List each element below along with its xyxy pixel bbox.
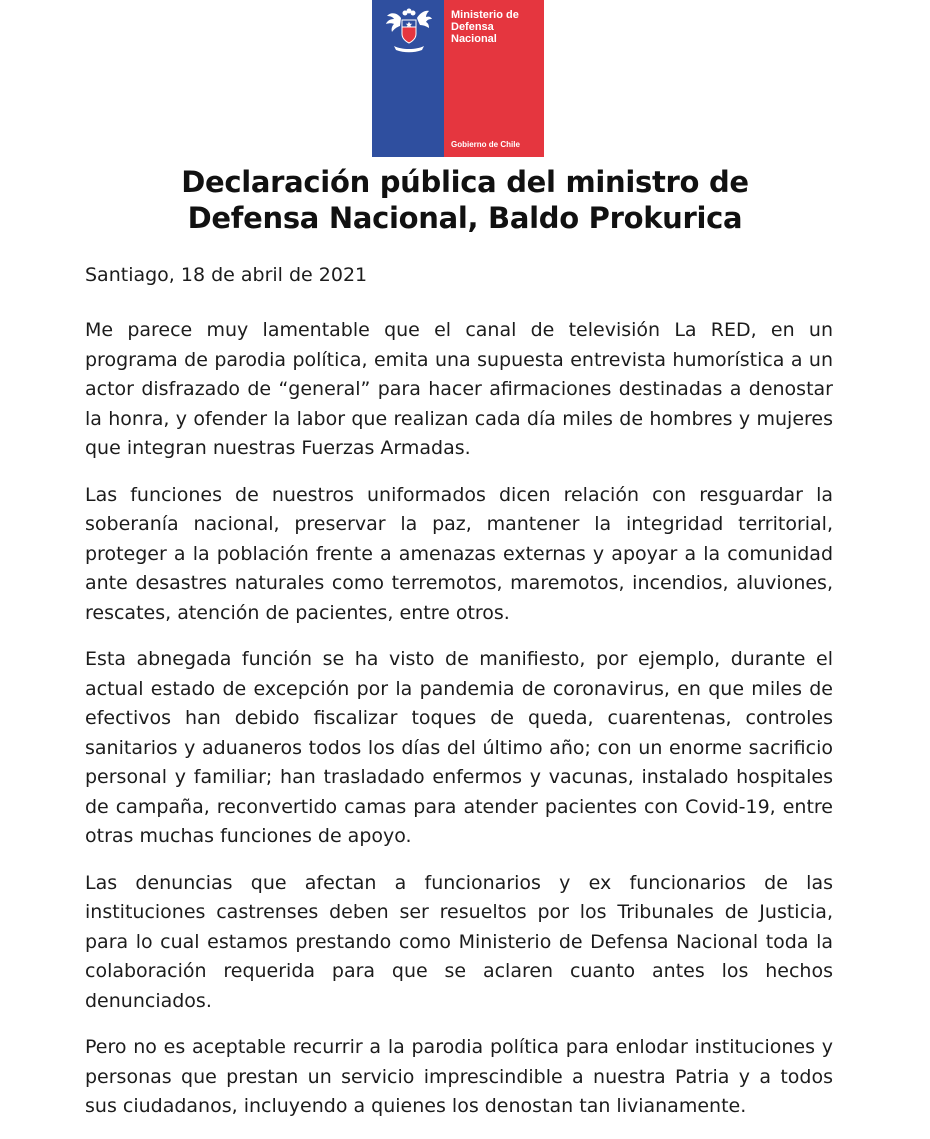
logo-ministry-text: Ministerio de Defensa Nacional	[451, 9, 519, 45]
paragraph: Pero no es aceptable recurrir a la parodia política para enlodar instituciones y personas que prestan un servicio imprescindible a nuestra Patria y a todos sus ciudadanos, incluyendo a quienes los denostan tan livianamente.	[85, 1036, 833, 1117]
paragraph: Las denuncias que afectan a funcionarios y ex funcionarios de las instituciones castrenses deben ser resueltos por los Tribunales de Justicia, para lo cual estamos prestando como Ministerio de Defensa Nacional toda la colaboración requerida para que se aclaren cuanto antes los hechos denunciados.	[85, 871, 833, 1012]
dateline: Santiago, 18 de abril de 2021	[85, 264, 368, 286]
document-title	[90, 164, 840, 236]
document-body	[85, 316, 833, 1139]
ministry-logo	[372, 0, 544, 157]
logo-blue-lower-block	[372, 70, 444, 157]
title-line-2: Defensa Nacional, Baldo Prokurica	[187, 201, 743, 235]
title-line-1: Declaración pública del ministro de	[181, 165, 749, 199]
paragraph: Me parece muy lamentable que el canal de televisión La RED, en un programa de parodia política, emita una supuesta entrevista humorística a un actor disfrazado de “general” para hacer afirmaciones destinadas a denostar la honra, y ofender la labor que realizan cada día miles de hombres y mujeres que integran nuestras Fuerzas Armadas.	[85, 319, 833, 459]
paragraph: Esta abnegada función se ha visto de manifiesto, por ejemplo, durante el actual estado de excepción por la pandemia de coronavirus, en que miles de efectivos han debido fiscalizar toques de queda, cuarentenas, controles sanitarios y aduaneros todos los días del último año; con un enorme sacrificio personal y familiar; han trasladado enfermos y vacunas, instalado hospitales de campaña, reconvertido camas para atender pacientes con Covid-19, entre otras muchas funciones de apoyo.	[85, 648, 833, 847]
paragraph: Las funciones de nuestros uniformados dicen relación con resguardar la soberanía nacional, preservar la paz, mantener la integridad territorial, proteger a la población frente a amenazas externas y apoyar a la comunidad ante desastres naturales como terremotos, maremotos, incendios, aluviones, rescates, atención de pacientes, entre otros.	[85, 483, 833, 624]
logo-government-text: Gobierno de Chile	[451, 140, 520, 149]
chile-coat-of-arms-icon	[380, 6, 436, 58]
